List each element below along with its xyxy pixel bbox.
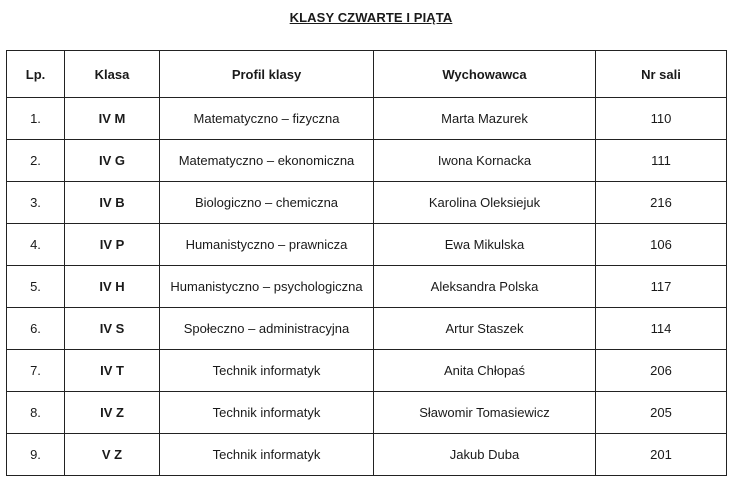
cell-lp: 7. — [7, 350, 65, 392]
cell-profil: Matematyczno – fizyczna — [160, 98, 374, 140]
table-row — [7, 182, 727, 224]
cell-klasa: IV Z — [65, 392, 160, 434]
table-row — [7, 98, 727, 140]
cell-lp: 2. — [7, 140, 65, 182]
cell-nr-sali: 110 — [596, 98, 727, 140]
table-row — [7, 224, 727, 266]
cell-lp: 1. — [7, 98, 65, 140]
header-wychowawca: Wychowawca — [374, 51, 596, 98]
cell-nr-sali: 111 — [596, 140, 727, 182]
cell-wychowawca: Karolina Oleksiejuk — [374, 182, 596, 224]
cell-nr-sali: 205 — [596, 392, 727, 434]
cell-wychowawca: Aleksandra Polska — [374, 266, 596, 308]
classes-table — [6, 50, 727, 476]
header-nr-sali: Nr sali — [596, 51, 727, 98]
cell-nr-sali: 216 — [596, 182, 727, 224]
table-header-row — [7, 51, 727, 98]
header-lp: Lp. — [7, 51, 65, 98]
cell-profil: Technik informatyk — [160, 350, 374, 392]
table-row — [7, 434, 727, 476]
cell-profil: Technik informatyk — [160, 392, 374, 434]
cell-wychowawca: Iwona Kornacka — [374, 140, 596, 182]
cell-profil: Matematyczno – ekonomiczna — [160, 140, 374, 182]
cell-klasa: IV G — [65, 140, 160, 182]
cell-profil: Humanistyczno – prawnicza — [160, 224, 374, 266]
cell-klasa: IV S — [65, 308, 160, 350]
cell-nr-sali: 114 — [596, 308, 727, 350]
header-profil: Profil klasy — [160, 51, 374, 98]
header-klasa: Klasa — [65, 51, 160, 98]
cell-profil: Społeczno – administracyjna — [160, 308, 374, 350]
cell-nr-sali: 201 — [596, 434, 727, 476]
cell-lp: 5. — [7, 266, 65, 308]
cell-wychowawca: Jakub Duba — [374, 434, 596, 476]
cell-lp: 9. — [7, 434, 65, 476]
table-row — [7, 350, 727, 392]
table-row — [7, 140, 727, 182]
cell-profil: Biologiczno – chemiczna — [160, 182, 374, 224]
page-title: KLASY CZWARTE I PIĄTA — [289, 10, 453, 25]
cell-wychowawca: Marta Mazurek — [374, 98, 596, 140]
cell-nr-sali: 117 — [596, 266, 727, 308]
table-row — [7, 266, 727, 308]
cell-wychowawca: Artur Staszek — [374, 308, 596, 350]
cell-klasa: V Z — [65, 434, 160, 476]
cell-klasa: IV H — [65, 266, 160, 308]
cell-profil: Technik informatyk — [160, 434, 374, 476]
cell-klasa: IV B — [65, 182, 160, 224]
table-row — [7, 308, 727, 350]
cell-nr-sali: 106 — [596, 224, 727, 266]
cell-wychowawca: Anita Chłopaś — [374, 350, 596, 392]
cell-lp: 6. — [7, 308, 65, 350]
cell-klasa: IV T — [65, 350, 160, 392]
table-row — [7, 392, 727, 434]
cell-wychowawca: Ewa Mikulska — [374, 224, 596, 266]
cell-klasa: IV P — [65, 224, 160, 266]
cell-lp: 4. — [7, 224, 65, 266]
cell-wychowawca: Sławomir Tomasiewicz — [374, 392, 596, 434]
cell-klasa: IV M — [65, 98, 160, 140]
cell-lp: 8. — [7, 392, 65, 434]
cell-profil: Humanistyczno – psychologiczna — [160, 266, 374, 308]
cell-nr-sali: 206 — [596, 350, 727, 392]
cell-lp: 3. — [7, 182, 65, 224]
